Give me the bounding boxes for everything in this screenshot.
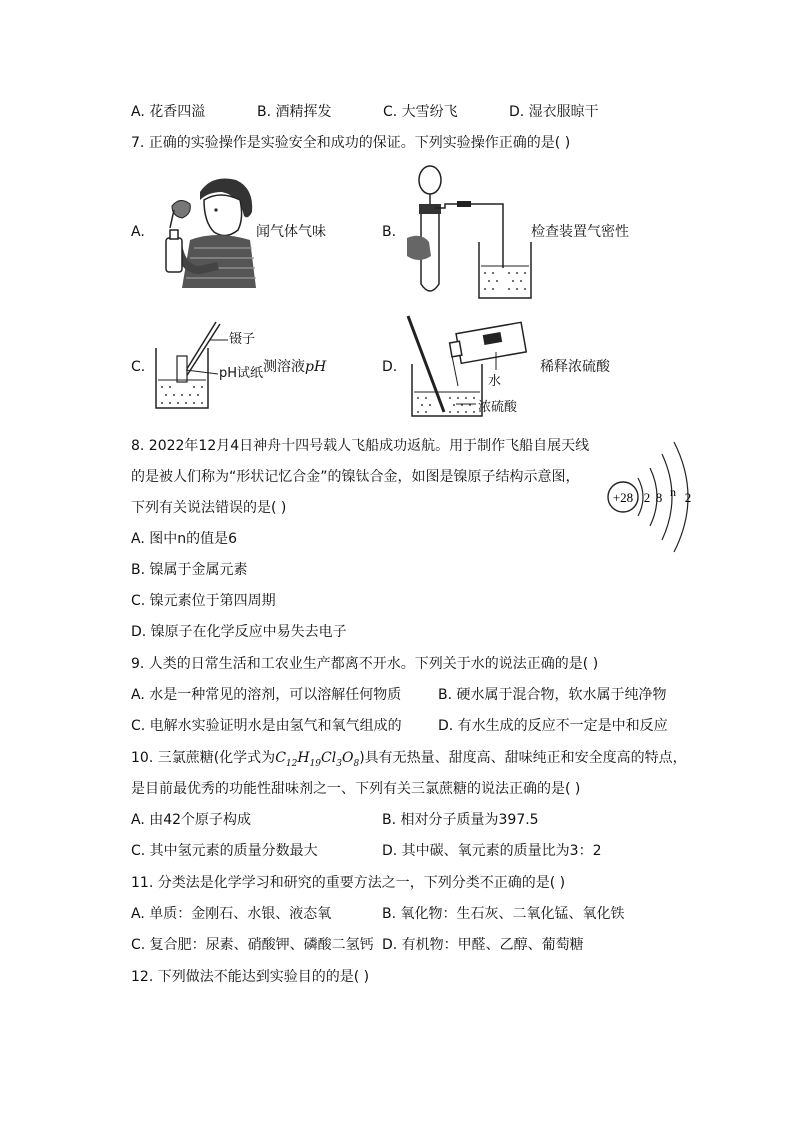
q12-stem: 12. 下列做法不能达到实验目的的是( ) [131,969,370,985]
q7-d-letter: D. [382,359,398,375]
q8-stem-line-1: 8. 2022年12月4日神舟十四号载人飞船成功返航。用于制作飞船自展天线 [131,438,590,454]
q7-c-letter: C. [131,359,146,375]
q7-c-paper-label: pH试纸 [219,366,264,381]
shell-4-electrons: 2 [684,490,692,505]
q7-stem: 7. 正确的实验操作是实验安全和成功的保证。下列实验操作正确的是( ) [131,135,571,151]
nucleus-charge: +28 [612,490,634,505]
shell-1-electrons: 2 [643,490,651,505]
q7-a-text: 闻气体气味 [256,224,326,240]
q7-c-ph: pH [305,359,327,375]
q6-option-d: D. 湿衣服晾干 [509,104,599,120]
q11-option-b: B. 氧化物：生石灰、二氧化锰、氧化铁 [382,906,625,922]
q9-option-b: B. 硬水属于混合物，软水属于纯净物 [438,687,667,703]
q7-d-water-label: 水 [488,374,502,389]
q10-stem-line-2: 是目前最优秀的功能性甜味剂之一、下列有关三氯蔗糖的说法正确的是( ) [131,781,581,797]
q9-option-a: A. 水是一种常见的溶剂，可以溶解任何物质 [131,687,402,703]
q9-option-c: C. 电解水实验证明水是由氢气和氧气组成的 [131,718,402,734]
q11-option-d: D. 有机物：甲醛、乙醇、葡萄糖 [382,937,584,953]
q8-stem-line-2: 的是被人们称为“形状记忆合金”的镍钛合金，如图是镍原子结构示意图， [131,469,580,485]
q8-option-d: D. 镍原子在化学反应中易失去电子 [131,624,347,640]
q7-d-acid-label: 浓硫酸 [478,400,518,415]
q7-c-text: 测溶液pH [263,359,327,375]
q7-a-letter: A. [131,224,145,240]
q11-option-a: A. 单质：金刚石、水银、液态氧 [131,906,332,922]
q6-option-c: C. 大雪纷飞 [383,104,458,120]
q7-c-tweezers-label: 镊子 [229,332,256,347]
q7-b-letter: B. [382,224,397,240]
sucralose-formula: $C_{12}H_{19}Cl_3O_8$ [275,750,360,769]
q7-b-text: 检查装置气密性 [531,224,629,240]
q9-stem: 9. 人类的日常生活和工农业生产都离不开水。下列关于水的说法正确的是( ) [131,656,599,672]
q9-option-d: D. 有水生成的反应不一定是中和反应 [438,718,668,734]
q10-option-a: A. 由42个原子构成 [131,812,252,828]
q8-stem-line-3: 下列有关说法错误的是( ) [131,500,287,516]
q10-option-d: D. 其中碳、氧元素的质量比为3：2 [382,843,602,859]
q6-option-a: A. 花香四溢 [131,104,206,120]
q8-option-c: C. 镍元素位于第四周期 [131,593,276,609]
ph-test-apparatus [150,318,230,410]
q11-option-c: C. 复合肥：尿素、硝酸钾、磷酸二氢钙 [131,937,374,953]
q10-option-c: C. 其中氢元素的质量分数最大 [131,843,318,859]
nickel-atom-diagram [604,434,700,560]
q8-option-a: A. 图中n的值是6 [131,531,238,547]
shell-3-electrons: n [670,485,676,499]
q6-option-b: B. 酒精挥发 [257,104,332,120]
q10-option-b: B. 相对分子质量为397.5 [382,812,539,828]
q8-option-b: B. 镍属于金属元素 [131,562,248,578]
smell-gas-illustration [160,170,260,288]
shell-2-electrons: 8 [655,490,663,505]
q7-d-text: 稀释浓硫酸 [540,359,610,375]
airtightness-apparatus [405,160,535,300]
q10-stem-line-1: 10. 三氯蔗糖(化学式为$C_{12}H_{19}Cl_3O_8$)具有无热量、甜度高、甜味纯正和安全度高的特点， [131,750,687,769]
q11-stem: 11. 分类法是化学学习和研究的重要方法之一，下列分类不正确的是( ) [131,875,566,891]
